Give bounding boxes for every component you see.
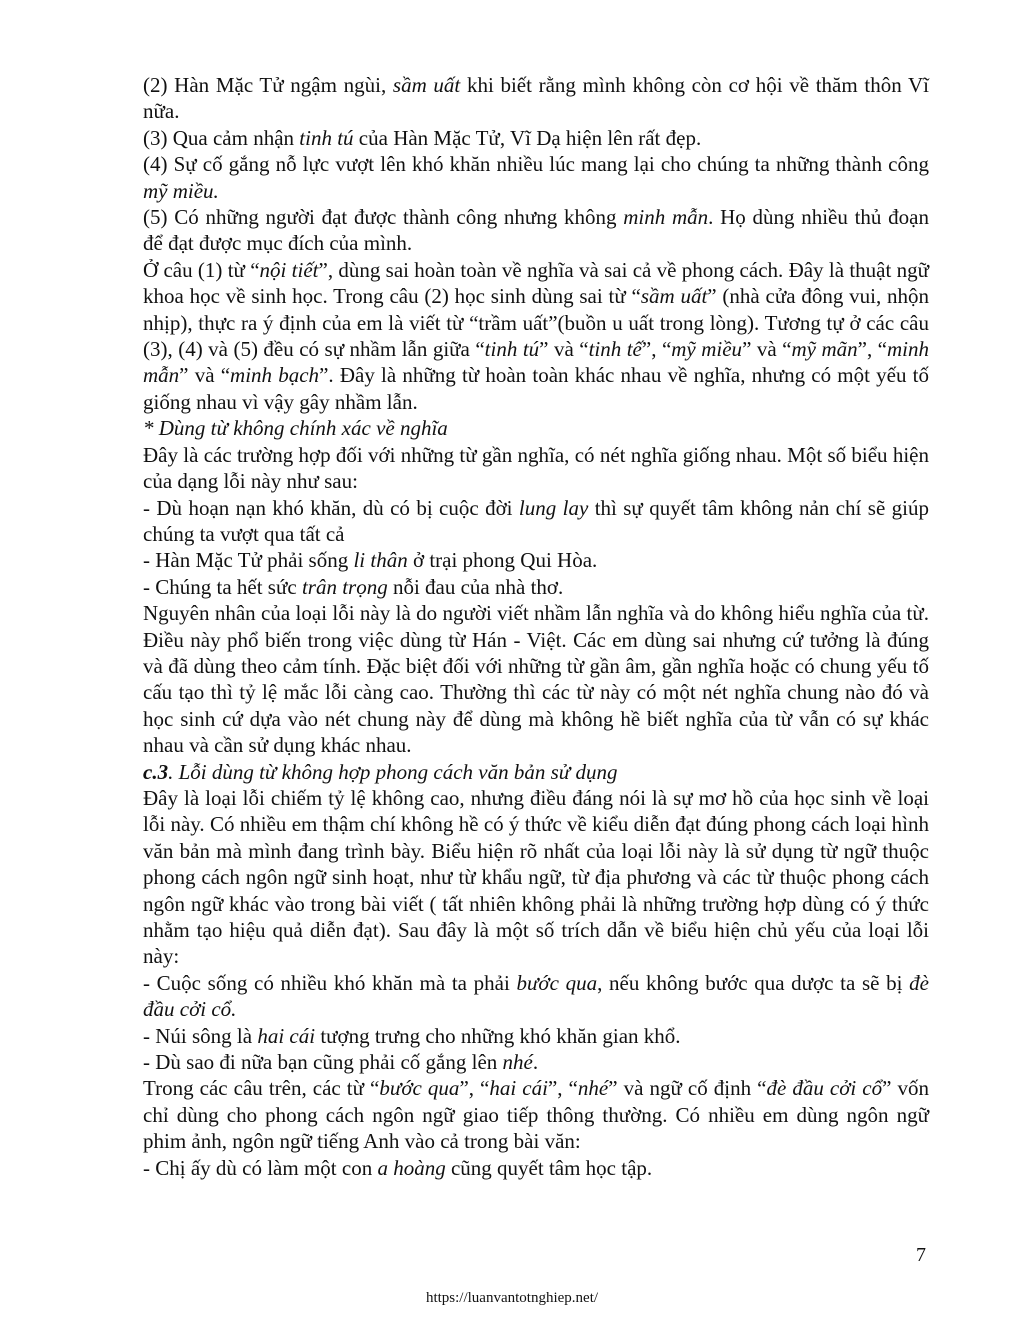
text-run: Đây là các trường hợp đối với những từ gần nghĩa, có nét nghĩa giống nhau. Một số biểu hiện của dạng lỗi này như sau: (143, 442, 929, 494)
italic-run: tinh tú (299, 125, 354, 150)
italic-run: li thân (353, 548, 408, 573)
text-run: - Chị ấy dù có làm một con (143, 1155, 378, 1180)
paragraph (143, 204, 929, 257)
paragraph (143, 1023, 929, 1049)
text-run: ”. Đây là những từ hoàn toàn khác nhau về nghĩa, nhưng có một yếu tố giống nhau vì vậy gây nhầm lẫn. (143, 363, 929, 414)
paragraph (143, 1155, 929, 1181)
text-run: tượng trưng cho những khó khăn gian khổ. (315, 1023, 681, 1048)
text-run: - Hàn Mặc Tử phải sống (143, 548, 354, 573)
text-run: cũng quyết tâm học tập. (445, 1155, 653, 1180)
italic-run: nội tiết (259, 257, 319, 282)
page-number: 7 (916, 1244, 926, 1266)
paragraph (143, 125, 929, 151)
text-run: - Cuộc sống có nhiều khó khăn mà ta phải (143, 970, 517, 995)
text-run: (2) Hàn Mặc Tử ngậm ngùi, (143, 73, 393, 97)
text-run: (5) Có những người đạt được thành công nhưng không (143, 205, 624, 230)
text-run: ”, “ (641, 337, 672, 362)
text-run: (4) Sự cố gắng nỗ lực vượt lên khó khăn nhiều lúc mang lại cho chúng ta những thành công (143, 152, 929, 177)
text-run: ”, “ (857, 337, 887, 362)
text-run: - Núi sông là (143, 1023, 258, 1048)
italic-run: sầm uất (392, 73, 461, 97)
text-run: ” và “ (742, 337, 792, 362)
text-run: ”, dùng sai hoàn toàn về nghĩa và sai cả về phong cách. Đây là thuật ngữ khoa học về sinh học. Trong câu (2) học sinh dùng sai từ “ (143, 257, 929, 309)
italic-run: mỹ miều (671, 337, 743, 362)
italic-run: tinh tú (484, 337, 540, 362)
text-run: ”, “ (459, 1076, 490, 1101)
italic-run: bước qua (379, 1076, 460, 1101)
italic-run: hai cái (489, 1076, 548, 1101)
italic-run: mỹ miều. (143, 178, 219, 203)
paragraph (143, 257, 929, 415)
italic-run: nhé (502, 1050, 533, 1075)
paragraph (143, 151, 929, 204)
paragraph (143, 1049, 929, 1075)
italic-run: * Dùng từ không chính xác về nghĩa (143, 416, 448, 441)
paragraph (143, 574, 929, 600)
text-run: ” và “ (179, 363, 231, 388)
text-run: ” và “ (539, 337, 589, 362)
text-run: - Chúng ta hết sức (143, 574, 302, 599)
text-run: Đây là loại lỗi chiếm tỷ lệ không cao, nhưng điều đáng nói là sự mơ hồ của học sinh về loại lỗi này. Có nhiều em thậm chí không hề có ý thức về kiểu diễn đạt đúng phong cách loại hình văn bản mà mình đang trình bày. Biểu hiện rõ nhất của loại lỗi này là sử dụng từ ngữ thuộc phong cách ngôn ngữ sinh hoạt, như từ khẩu ngữ, từ địa phương và các từ thuộc phong cách ngôn ngữ khác vào trong bài viết ( tất nhiên không phải là những trường hợp dùng có ý thức nhằm tạo hiệu quả diễn đạt). Sau đây là một số trích dẫn về biểu hiện chủ yếu của loại lỗi này: (143, 785, 929, 969)
text-run: ” vốn chỉ dùng cho phong cách ngôn ngữ giao tiếp thông thường. Có nhiều em dùng ngôn ngữ phim ảnh, ngôn ngữ tiếng Anh vào cả trong bài văn: (143, 1076, 929, 1154)
paragraph (143, 547, 929, 573)
paragraph (143, 600, 929, 758)
text-run: , nếu không bước qua dược ta sẽ bị (597, 970, 910, 995)
paragraph (143, 495, 929, 548)
paragraph (143, 970, 929, 1023)
paragraph (143, 759, 929, 785)
italic-run: đè đầu cởi cổ. (143, 970, 929, 1022)
text-run: - Dù sao đi nữa bạn cũng phải cố gắng lên (143, 1050, 503, 1075)
italic-run: trân trọng (301, 574, 388, 599)
italic-run: minh mẫn (143, 337, 929, 388)
italic-run: a hoàng (377, 1155, 446, 1180)
text-run: - Dù hoạn nạn khó khăn, dù có bị cuộc đời (143, 495, 519, 520)
text-run: . (532, 1050, 539, 1075)
italic-run: đè đầu cởi cổ (766, 1076, 883, 1101)
italic-run: mỹ mãn (791, 337, 858, 362)
text-run: thì sự quyết tâm không nản chí sẽ giúp chúng ta vượt qua tất cả (143, 495, 930, 546)
text-run: Trong các câu trên, các từ “ (143, 1076, 380, 1101)
paragraph (143, 1075, 929, 1154)
italic-run: lung lay (518, 495, 589, 520)
text-run: của Hàn Mặc Tử, Vĩ Dạ hiện lên rất đẹp. (353, 125, 702, 150)
italic-run: . Lỗi dùng từ không hợp phong cách văn bản sử dụng (168, 759, 618, 784)
paragraph (143, 785, 929, 970)
italic-run: nhé (577, 1076, 609, 1101)
italic-run: minh mẫn (623, 205, 709, 230)
italic-run: hai cái (257, 1023, 316, 1048)
text-run: ” (nhà cửa đông vui, nhộn nhịp), thực ra ý định của em là viết từ “trầm uất”(buồn u uất trong lòng). Tương tự ở các câu (3), (4) và (5) đều có sự nhầm lẫn giữa “ (143, 284, 929, 362)
paragraph (143, 415, 929, 441)
italic-run: minh bạch (230, 363, 320, 388)
paragraph (143, 442, 929, 495)
italic-run: bước qua (516, 970, 598, 995)
document-body (143, 72, 929, 1181)
text-run: ở trại phong Qui Hòa. (407, 548, 598, 573)
text-run: Ở câu (1) từ “ (143, 257, 260, 282)
paragraph (143, 72, 929, 125)
text-run: . Họ dùng nhiều thủ đoạn để đạt được mục đích của mình. (143, 205, 929, 256)
text-run: khi biết rằng mình không còn cơ hội về thăm thôn Vĩ nữa. (143, 73, 930, 124)
text-run: Nguyên nhân của loại lỗi này là do người viết nhầm lẫn nghĩa và do không hiểu nghĩa của từ. Điều này phổ biến trong việc dùng từ Hán - Việt. Các em dùng sai nhưng cứ tưởng là đúng và đã dùng theo cảm tính. Đặc biệt đối với những từ gần âm, gần nghĩa hoặc có chung yếu tố cấu tạo thì tỷ lệ mắc lỗi càng cao. Thường thì các từ này có một nét nghĩa chung nào đó và học sinh cứ dựa vào nét chung này để dùng mà không hề biết nghĩa của từ vẫn có sự khác nhau và cần sử dụng khác nhau. (143, 601, 929, 758)
text-run: nỗi đau của nhà thơ. (387, 574, 564, 599)
text-run: ” và ngữ cố định “ (608, 1076, 767, 1101)
italic-run: sầm uất (640, 284, 708, 309)
footer-url[interactable]: https://luanvantotnghiep.net/ (425, 1290, 599, 1306)
text-run: ”, “ (547, 1076, 578, 1101)
italic-run: c.3 (143, 759, 169, 784)
text-run: (3) Qua cảm nhận (143, 125, 300, 150)
italic-run: tinh tế (588, 337, 642, 362)
